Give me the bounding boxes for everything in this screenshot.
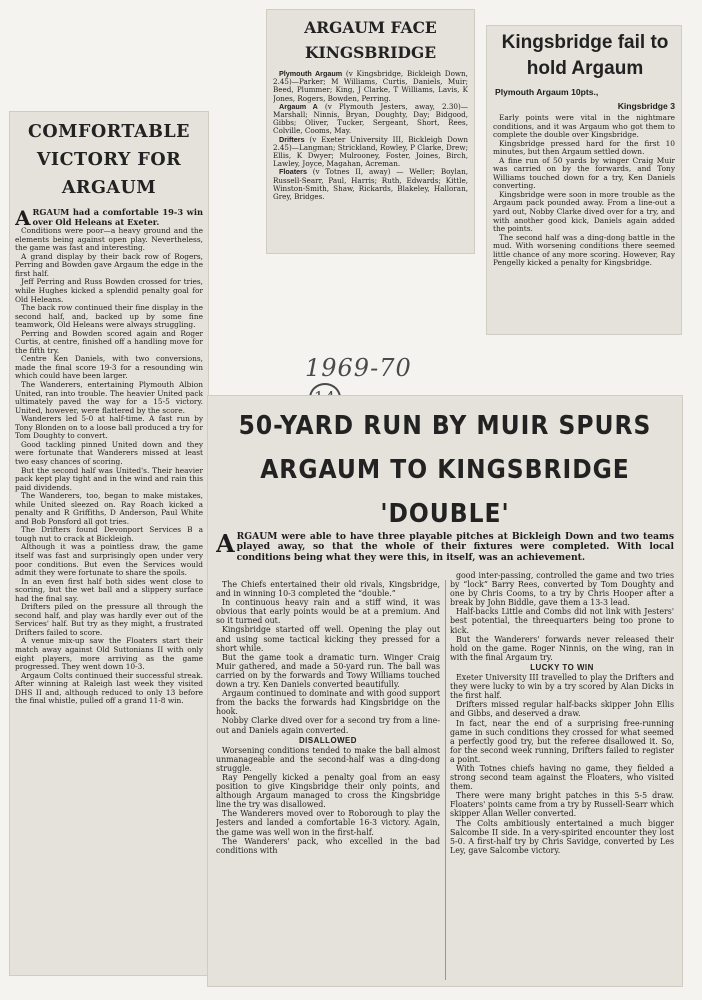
lineup-paragraph: [273, 70, 468, 103]
paragraph: But the game took a dramatic turn. Winger Craig Muir gathered, and made a 50-yard run. The ball was carried on by the forwards and Towy Williams touched down a try. Ken Daniels converted beautifully.: [216, 652, 440, 690]
paragraph: In an even first half both sides went close to scoring, but the wet ball and a slippery surface had the final say.: [15, 576, 203, 603]
paragraph: Exeter University III travelled to play the Drifters and they were lucky to win by a try scored by Alan Dicks in the first half.: [450, 673, 674, 701]
paragraph: Argaum Colts continued their successful streak. After winning at Raleigh last week they visited DHS II and, although reduced to only 13 before the final whistle, pulled off a grand 11-8 win.: [15, 670, 203, 706]
paragraph: But the Wanderers' forwards never released their hold on the game. Roger Ninnis, on the wing, ran in with the final Argaum try.: [450, 634, 674, 662]
clipping-argaum-face: [267, 10, 474, 253]
paragraph: The Wanderers, too, began to make mistakes, while United sleezed on. Ray Roach kicked a penalty and R Griffiths, D Anderson, Paul White and Bob Ponsford all got tries.: [15, 491, 203, 526]
lineup-paragraph: [273, 136, 468, 169]
paragraph: Kingsbridge were soon in more trouble as the Argaum pack pounded away. From a line-out a yard out, Nobby Clarke dived over for a try, and with another good kick, Daniels again added the points.: [493, 189, 675, 234]
lineup-text: (v Plymouth Jesters, away, 2.30)— Marshall; Ninnis, Bryan, Doughty, Day; Bidgood, Gibbs; Oliver, Tucker, Sergeant, Short, Rees, Colville, Cooms, May.: [273, 101, 468, 136]
handwritten-annotation: [305, 354, 445, 390]
headline-50-yard-run: 50-YARD RUN BY MUIR SPURS ARGAUM TO KINGSBRIDGE 'DOUBLE': [238, 411, 652, 529]
clipping-kingsbridge-fail: [487, 26, 681, 334]
team-name: Argaum A: [279, 101, 318, 111]
score-line-home: Plymouth Argaum 10pts.,: [495, 87, 599, 97]
headline-kingsbridge-fail: Kingsbridge fail to hold Argaum: [501, 32, 669, 79]
paragraph: Conditions were poor—a heavy ground and the elements being against open play. Nevertheless, the game was fast and interesting.: [15, 226, 203, 253]
paragraph: Kingsbridge started off well. Opening the play out and using some tactical kicking they pressed for a short while.: [216, 625, 440, 653]
clipping-comfortable-victory: [10, 112, 208, 975]
lead-paragraph: [15, 208, 203, 230]
headline-comfortable-victory: COMFORTABLE VICTORY FOR ARGAUM: [27, 122, 191, 198]
team-lineups: [273, 70, 468, 250]
paragraph: The second half was a ding-dong battle in the mud. With worsening conditions there seemed little chance of any more scoring. However, Ray Pengelly kicked a penalty for Kingsbridge.: [493, 232, 675, 268]
paragraph: Ray Pengelly kicked a penalty goal from an easy position to give Kingsbridge their only points, and although Argaum managed to cross the Kingsbridge line the try was disallowed.: [216, 772, 440, 810]
paragraph: Drifters piled on the pressure all through the second half, and play was hardly ever out of the Services' half. But try as they might, a frustrated Drifters failed to score.: [15, 602, 203, 637]
paragraph: But the second half was United's. Their heavier pack kept play tight and in the wind and rain this paid dividends.: [15, 465, 203, 492]
paragraph: Early points were vital in the nightmare conditions, and it was Argaum who got them to complete the double over Kingsbridge.: [493, 114, 675, 140]
column-divider: [445, 580, 446, 980]
lineup-paragraph: [273, 168, 468, 201]
paragraph: The Wanderers' pack, who excelled in the bad conditions with: [216, 836, 440, 855]
subheading: DISALLOWED: [298, 735, 358, 745]
drop-cap: A: [216, 532, 235, 558]
lead-paragraph: [216, 532, 674, 563]
paragraph: A venue mix-up saw the Floaters start their match away against Old Suttonians II with only eight players, more arriving as the game progressed. They went down 10-3.: [15, 636, 203, 672]
paragraph: In continuous heavy rain and a stiff wind, it was obvious that early points would be at a premium. And so it turned out.: [216, 598, 440, 626]
article-column-1: [216, 580, 440, 980]
paragraph: Nobby Clarke dived over for a second try from a line-out and Daniels again converted.: [216, 716, 440, 735]
paragraph: Kingsbridge pressed hard for the first 10 minutes, but then Argaum settled down.: [493, 138, 675, 157]
article-body-comfortable: [15, 208, 203, 970]
article-body-kingsbridge-fail: [493, 114, 675, 330]
paragraph: In fact, near the end of a surprising free-running game in such conditions they crossed for what seemed a perfectly good try, but the referee disallowed it. So, for the second week running, Drifters failed to register a point.: [450, 718, 674, 764]
score-line-away: Kingsbridge 3: [617, 101, 675, 111]
paragraph: The back row continued their fine display in the second half, and, backed up by some fine teamwork, Old Heleans were always struggling.: [15, 303, 203, 330]
headline-argaum-face: ARGAUM FACE KINGSBRIDGE: [304, 18, 437, 62]
lineup-text: (v Totnes II, away) — Weller; Boylan, Russell-Searr, Paul, Harris; Ruth, Edwards; Kittle, Winston-Smith, Shaw, Rickards, Blakeley, Halloran, Grey, Bridges.: [273, 167, 468, 202]
paragraph: Worsening conditions tended to make the ball almost unmanageable and the second-half was a ding-dong struggle.: [216, 745, 440, 773]
clipping-50-yard-run: [208, 396, 682, 986]
paragraph: Half-backs Little and Combs did not link with Jesters' best potential, the threequarters being too prone to kick.: [450, 607, 674, 635]
paragraph: good inter-passing, controlled the game and two tries by “lock” Barry Rees, converted by Tom Doughty and one by Chris Cooms, to a try by Chris Hooper after a break by John Biddle, gave them a 13-3 lead.: [450, 571, 674, 608]
paragraph: The Drifters found Devonport Services B a tough nut to crack at Bickleigh.: [15, 525, 203, 543]
paragraph: There were many bright patches in this 5-5 draw. Floaters' points came from a try by Russell-Searr which skipper Allan Weller converted.: [450, 791, 674, 819]
paragraph: Argaum continued to dominate and with good support from the backs the forwards had Kingsbridge on the hook.: [216, 689, 440, 717]
team-name: Drifters: [279, 134, 305, 144]
paragraph: Centre Ken Daniels, with two conversions, made the final score 19-3 for a resounding win which could have been larger.: [15, 354, 203, 381]
lead-text: RGAUM were able to have three playable pitches at Bickleigh Down and two teams played away, so that the whole of their fixtures were completed. With local conditions being what they were this, in itself, was an achievement.: [236, 532, 674, 563]
paragraph: The Chiefs entertained their old rivals, Kingsbridge, and in winning 10-3 completed the “double.”: [216, 580, 440, 599]
paragraph: A grand display by their back row of Rogers, Perring and Bowden gave Argaum the edge in the first half.: [15, 251, 203, 278]
season-label: 1969-70: [305, 354, 412, 382]
paragraph: A fine run of 50 yards by winger Craig Muir was carried on by the forwards, and Tony Williams touched down for a try, Ken Daniels converting.: [493, 155, 675, 191]
lead-text: RGAUM had a comfortable 19-3 win over Old Heleans at Exeter.: [32, 208, 203, 227]
paragraph: The Wanderers moved over to Roborough to play the Jesters and landed a comfortable 16-3 victory. Again, the game was well won in the first-half.: [216, 809, 440, 837]
lineup-paragraph: [273, 103, 468, 136]
paragraph: Jeff Perring and Russ Bowden crossed for tries, while Hughes kicked a splendid penalty goal for Old Heleans.: [15, 277, 203, 304]
article-column-2: [450, 571, 674, 980]
paragraph: The Colts ambitiously entertained a much bigger Salcombe II side. In a very-spirited encounter they lost 5-0. A first-half try by Chris Savidge, converted by Les Ley, gave Salcombe victory.: [450, 818, 674, 855]
paragraph: With Totnes chiefs having no game, they fielded a strong second team against the Floaters, who visited them.: [450, 763, 674, 792]
drop-cap: A: [15, 208, 31, 230]
paragraph: Good tackling pinned United down and they were fortunate that Wanderers missed at least two easy chances of scoring.: [15, 439, 203, 466]
paragraph: Although it was a pointless draw, the game itself was fast and surprisingly open under very poor conditions. But even the Services would admit they were fortunate to share the spoils.: [15, 542, 203, 578]
paragraph: Perring and Bowden scored again and Roger Curtis, at centre, finished off a handling move for the fifth try.: [15, 328, 203, 355]
lineup-text: (v Kingsbridge, Bickleigh Down, 2.45)—Parker; M Williams, Curtis, Daniels, Muir; Beed, Plummer; King, J Clarke, T Williams, Lavis, K Jones, Rogers, Bowden, Perring.: [273, 70, 468, 103]
paragraph: Drifters missed regular half-backs skipper John Ellis and Gibbs, and deserved a draw.: [450, 700, 674, 719]
paragraph: Wanderers led 5-0 at half-time. A fast run by Tony Blonden on to a loose ball produced a try for Tom Doughty to convert.: [15, 414, 203, 441]
subheading: LUCKY TO WIN: [530, 662, 594, 672]
team-name: Floaters: [279, 167, 307, 177]
paragraph-list: [15, 227, 203, 706]
team-name: Plymouth Argaum: [279, 70, 343, 78]
lineup-text: (v Exeter University III, Bickleigh Down 2.45)—Langman; Strickland, Rowley, P Clarke, Drew; Ellis, K Dwyer; Mulrooney, Foster, Joines, Birch, Lawley, Joyce, Magahan, Acreman.: [273, 134, 468, 169]
paragraph: The Wanderers, entertaining Plymouth Albion United, ran into trouble. The heavier United pack ultimately paved the way for a 15-5 victory. United, however, were flattered by the score.: [15, 380, 203, 415]
